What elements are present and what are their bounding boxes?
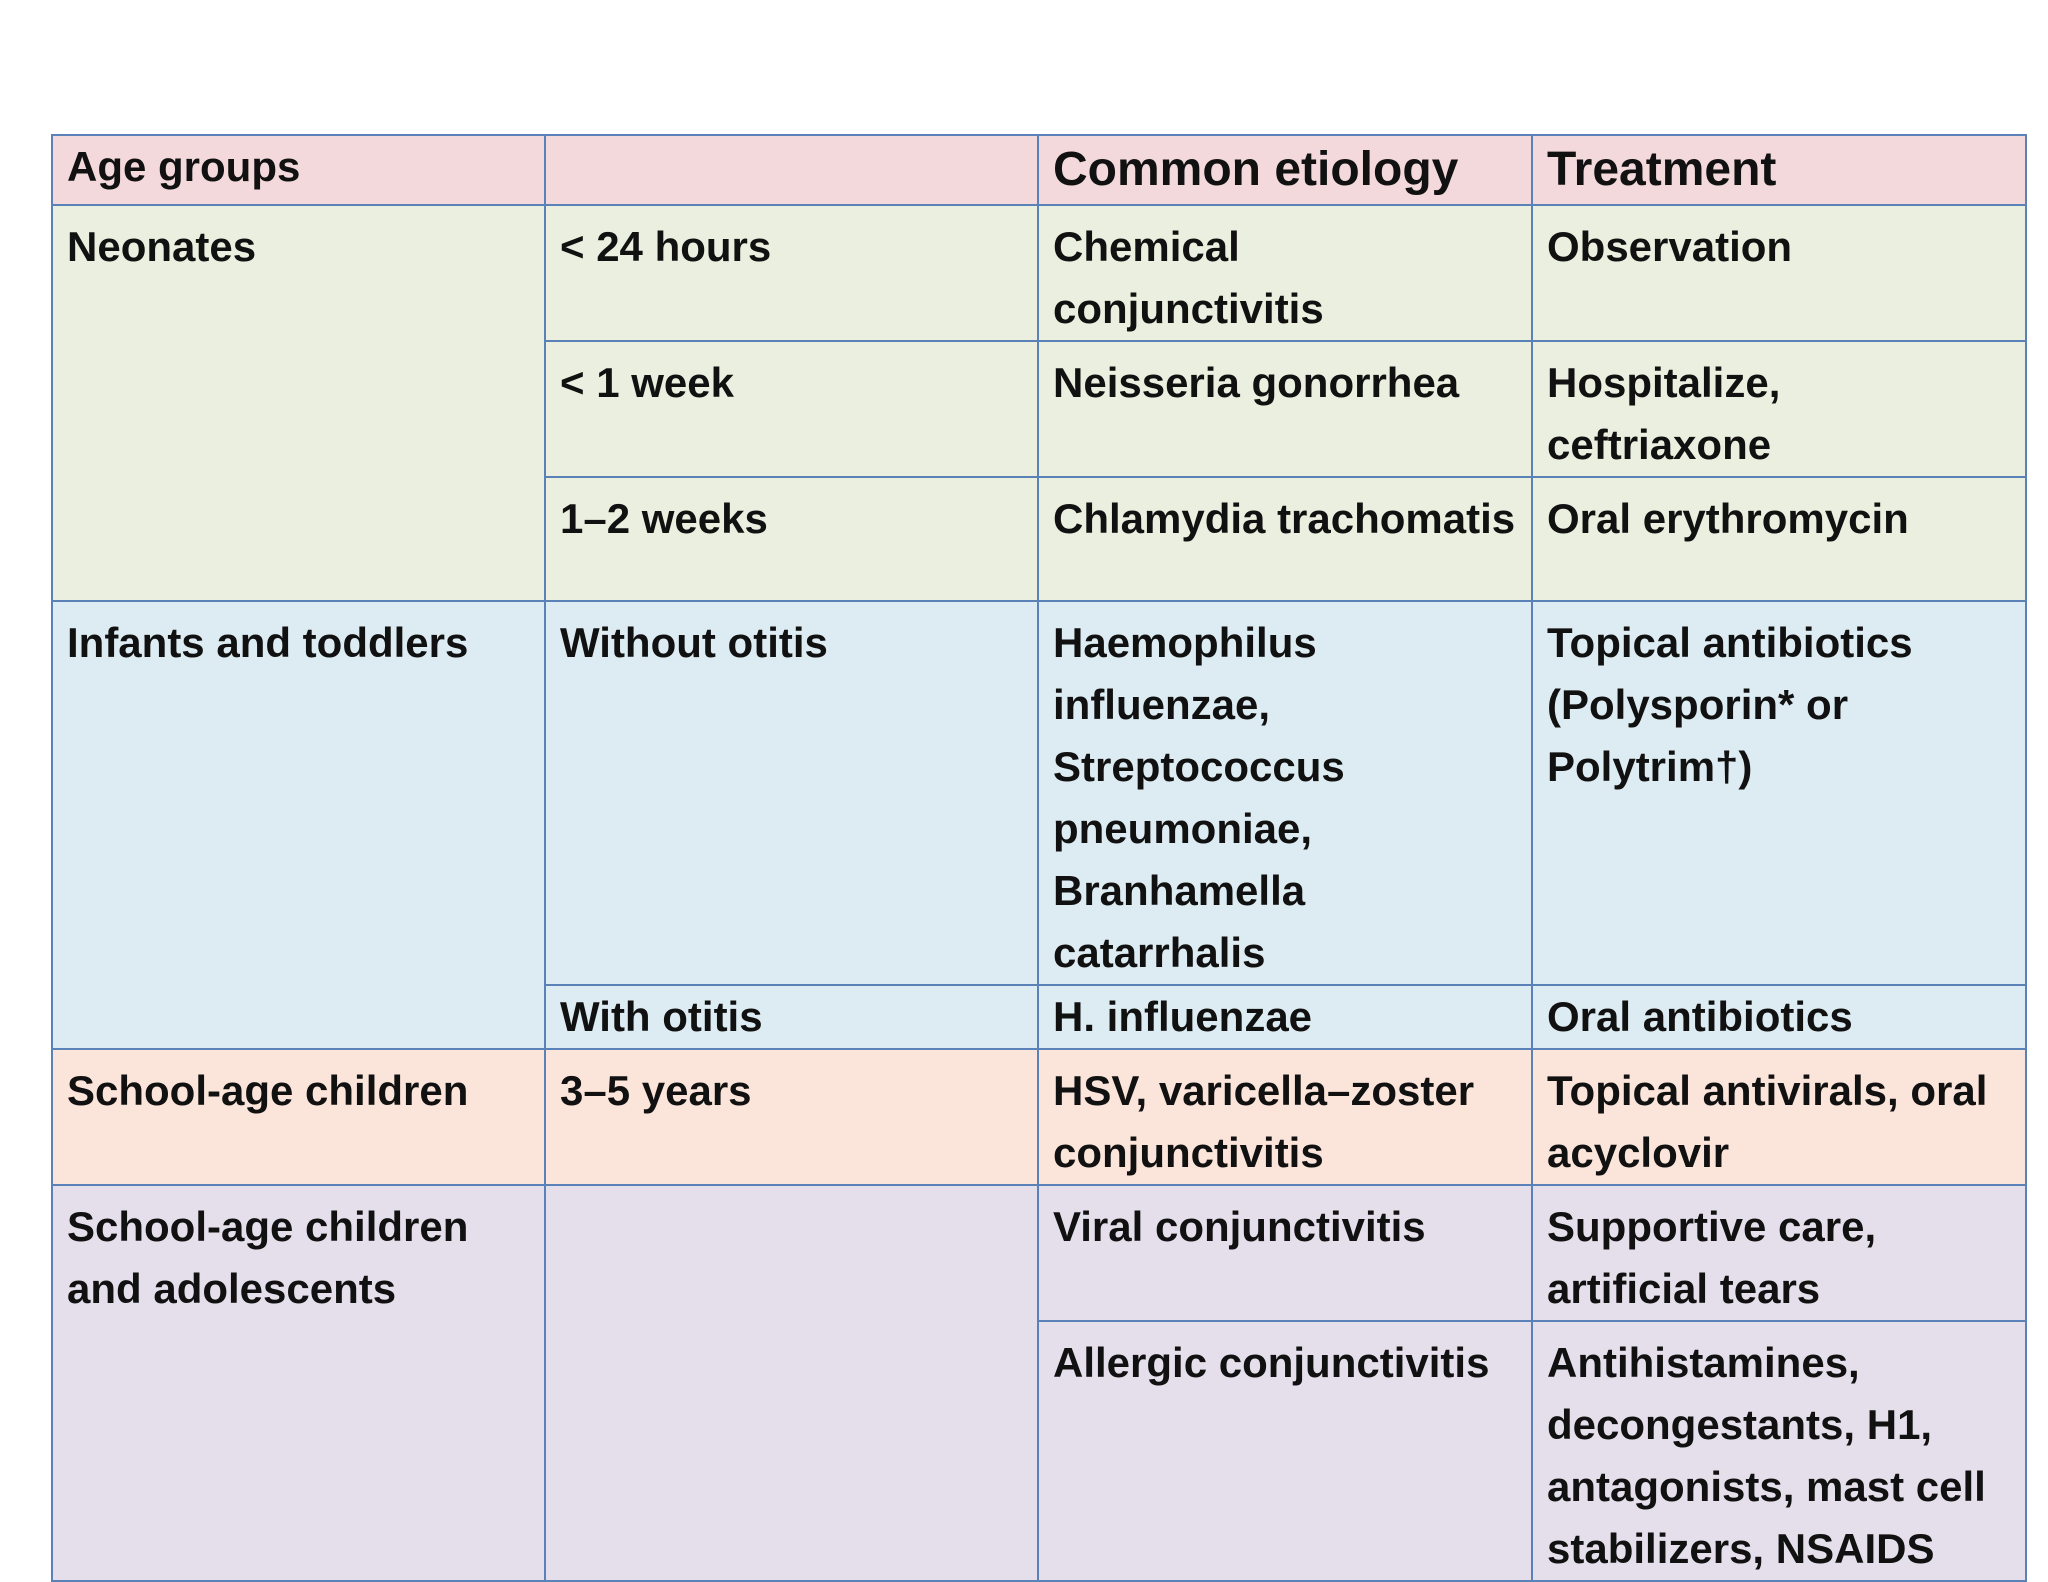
subgroup-cell: 1–2 weeks: [545, 477, 1038, 601]
header-treatment: Treatment: [1532, 135, 2026, 205]
table-row: [52, 1185, 2026, 1321]
age-group-cell: School-age children and adolescents: [52, 1185, 545, 1581]
header-common-etiology: Common etiology: [1038, 135, 1532, 205]
header-age-groups: Age groups: [52, 135, 545, 205]
subgroup-cell: < 24 hours: [545, 205, 1038, 341]
age-group-cell: Neonates: [52, 205, 545, 601]
etiology-cell: Chlamydia trachomatis: [1038, 477, 1532, 601]
etiology-cell: Allergic conjunctivitis: [1038, 1321, 1532, 1581]
subgroup-cell: 3–5 years: [545, 1049, 1038, 1185]
etiology-cell: HSV, varicella–zoster conjunctivitis: [1038, 1049, 1532, 1185]
treatment-cell: Oral antibiotics: [1532, 985, 2026, 1049]
treatment-cell: Supportive care, artificial tears: [1532, 1185, 2026, 1321]
table-row: [52, 1049, 2026, 1185]
treatment-cell: Observation: [1532, 205, 2026, 341]
treatment-cell: Hospitalize, ceftriaxone: [1532, 341, 2026, 477]
etiology-cell: Viral conjunctivitis: [1038, 1185, 1532, 1321]
treatment-cell: Antihistamines, decongestants, H1, antagonists, mast cell stabilizers, NSAIDS: [1532, 1321, 2026, 1581]
etiology-treatment-table: [51, 134, 2027, 1582]
subgroup-cell: < 1 week: [545, 341, 1038, 477]
age-group-cell: School-age children: [52, 1049, 545, 1185]
treatment-cell: Topical antibiotics (Polysporin* or Polytrim†): [1532, 601, 2026, 985]
header-row: [52, 135, 2026, 205]
table-row: [52, 601, 2026, 985]
subgroup-cell: [545, 1185, 1038, 1581]
etiology-cell: Haemophilus influenzae, Streptococcus pneumoniae, Branhamella catarrhalis: [1038, 601, 1532, 985]
etiology-cell: H. influenzae: [1038, 985, 1532, 1049]
table-row: [52, 205, 2026, 341]
treatment-cell: Topical antivirals, oral acyclovir: [1532, 1049, 2026, 1185]
header-subgroup: [545, 135, 1038, 205]
age-group-cell: Infants and toddlers: [52, 601, 545, 1049]
subgroup-cell: With otitis: [545, 985, 1038, 1049]
etiology-cell: Neisseria gonorrhea: [1038, 341, 1532, 477]
etiology-cell: Chemical conjunctivitis: [1038, 205, 1532, 341]
subgroup-cell: Without otitis: [545, 601, 1038, 985]
treatment-cell: Oral erythromycin: [1532, 477, 2026, 601]
